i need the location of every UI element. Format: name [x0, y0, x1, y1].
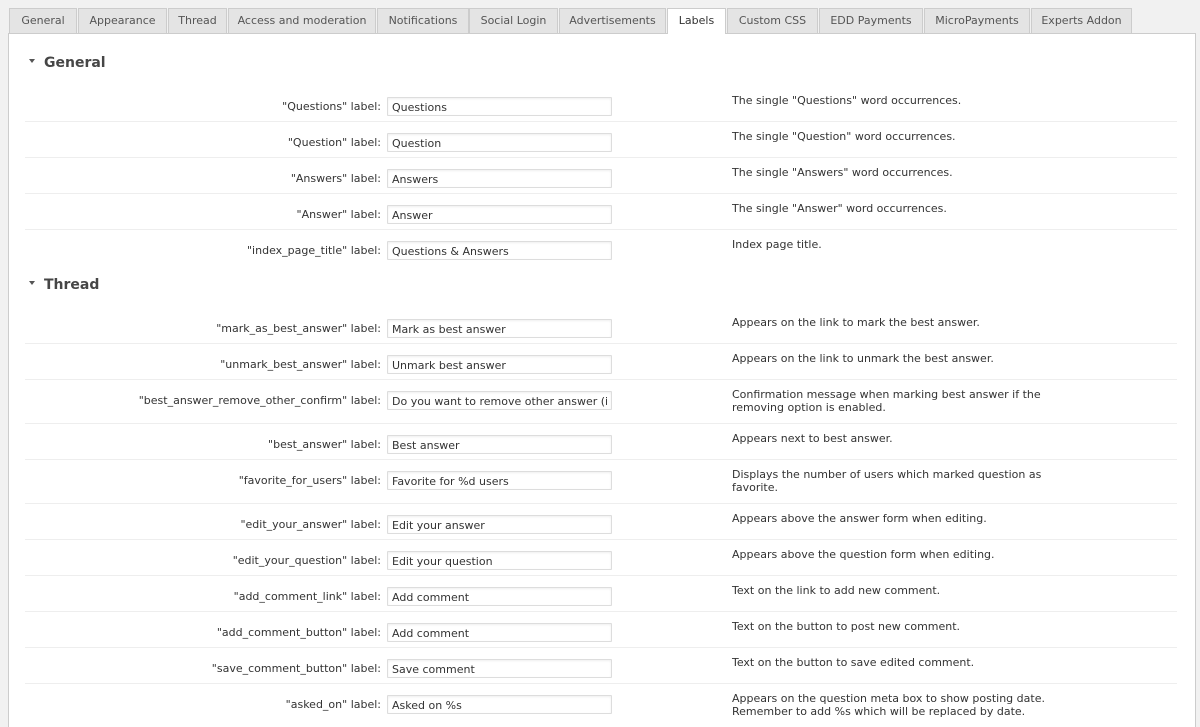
setting-label: "save_comment_button" label: [211, 662, 381, 675]
setting-text-field[interactable] [387, 241, 612, 260]
setting-label: "unmark_best_answer" label: [220, 358, 381, 371]
setting-description: Appears above the question form when editing. [732, 548, 995, 561]
setting-description: The single "Answers" word occurrences. [732, 166, 953, 179]
setting-row [25, 504, 1177, 540]
setting-row [25, 540, 1177, 576]
setting-description: Index page title. [732, 238, 822, 251]
setting-label: "mark_as_best_answer" label: [216, 322, 381, 335]
setting-label: "Question" label: [287, 136, 381, 149]
setting-row [25, 194, 1177, 230]
setting-description: The single "Answer" word occurrences. [732, 202, 947, 215]
setting-row [25, 380, 1177, 424]
setting-label: "index_page_title" label: [247, 244, 381, 257]
setting-label: "best_answer_remove_other_confirm" label: [138, 394, 381, 407]
setting-text-field[interactable] [387, 435, 612, 454]
setting-text-field[interactable] [387, 205, 612, 224]
setting-description: Appears on the link to unmark the best answer. [732, 352, 994, 365]
setting-row [25, 612, 1177, 648]
section-heading-thread[interactable] [29, 277, 99, 293]
setting-row [25, 308, 1177, 344]
section-title: General [44, 55, 106, 71]
setting-label: "Answers" label: [290, 172, 381, 185]
tab-experts-addon[interactable]: Experts Addon [1031, 8, 1132, 33]
setting-row [25, 230, 1177, 266]
setting-description: Appears next to best answer. [732, 432, 893, 445]
setting-description: Text on the link to add new comment. [732, 584, 941, 597]
setting-description: Displays the number of users which marked question as favorite. [732, 468, 1042, 494]
setting-label: "add_comment_link" label: [233, 590, 381, 603]
setting-text-field[interactable] [387, 471, 612, 490]
tab-appearance[interactable]: Appearance [78, 8, 167, 33]
setting-description: Text on the button to post new comment. [732, 620, 961, 633]
setting-text-field[interactable] [387, 319, 612, 338]
section-heading-general[interactable] [29, 55, 106, 71]
setting-row [25, 86, 1177, 122]
tab-custom-css[interactable]: Custom CSS [727, 8, 818, 33]
setting-description: Appears on the link to mark the best answer. [732, 316, 980, 329]
tab-social-login[interactable]: Social Login [469, 8, 558, 33]
setting-label: "asked_on" label: [285, 698, 381, 711]
setting-text-field[interactable] [387, 623, 612, 642]
setting-text-field[interactable] [387, 355, 612, 374]
setting-description: Text on the button to save edited comment. [732, 656, 975, 669]
tab-micropayments[interactable]: MicroPayments [924, 8, 1030, 33]
collapse-triangle-icon[interactable] [29, 281, 35, 285]
setting-text-field[interactable] [387, 169, 612, 188]
setting-description: The single "Question" word occurrences. [732, 130, 956, 143]
setting-description: Appears above the answer form when editing. [732, 512, 987, 525]
setting-label: "add_comment_button" label: [216, 626, 381, 639]
setting-description: Appears on the question meta box to show posting date. Remember to add %s which will be replaced by date. [732, 692, 1045, 718]
setting-row [25, 460, 1177, 504]
tab-advertisements[interactable]: Advertisements [559, 8, 666, 33]
tab-thread[interactable]: Thread [168, 8, 227, 33]
setting-row [25, 684, 1177, 727]
setting-text-field[interactable] [387, 515, 612, 534]
setting-text-field[interactable] [387, 551, 612, 570]
setting-text-field[interactable] [387, 133, 612, 152]
setting-label: "Answer" label: [296, 208, 381, 221]
setting-row [25, 122, 1177, 158]
setting-text-field[interactable] [387, 587, 612, 606]
setting-text-field[interactable] [387, 659, 612, 678]
setting-row [25, 648, 1177, 684]
setting-description: The single "Questions" word occurrences. [732, 94, 962, 107]
tab-labels[interactable]: Labels [667, 8, 726, 34]
section-title: Thread [44, 277, 100, 293]
setting-text-field[interactable] [387, 391, 612, 410]
setting-row [25, 576, 1177, 612]
tab-edd-payments[interactable]: EDD Payments [819, 8, 923, 33]
setting-label: "best_answer" label: [268, 438, 381, 451]
setting-row [25, 424, 1177, 460]
setting-text-field[interactable] [387, 97, 612, 116]
tab-notifications[interactable]: Notifications [377, 8, 469, 33]
setting-label: "Questions" label: [282, 100, 381, 113]
labels-settings-panel [8, 33, 1196, 727]
settings-tab-bar [0, 0, 1200, 33]
setting-description: Confirmation message when marking best answer if the removing option is enabled. [732, 388, 1041, 414]
tab-access-and-moderation[interactable]: Access and moderation [228, 8, 376, 33]
setting-row [25, 344, 1177, 380]
setting-text-field[interactable] [387, 695, 612, 714]
setting-label: "edit_your_question" label: [232, 554, 381, 567]
setting-label: "favorite_for_users" label: [238, 474, 381, 487]
collapse-triangle-icon[interactable] [29, 59, 35, 63]
setting-row [25, 158, 1177, 194]
setting-label: "edit_your_answer" label: [240, 518, 381, 531]
tab-general[interactable]: General [9, 8, 77, 33]
